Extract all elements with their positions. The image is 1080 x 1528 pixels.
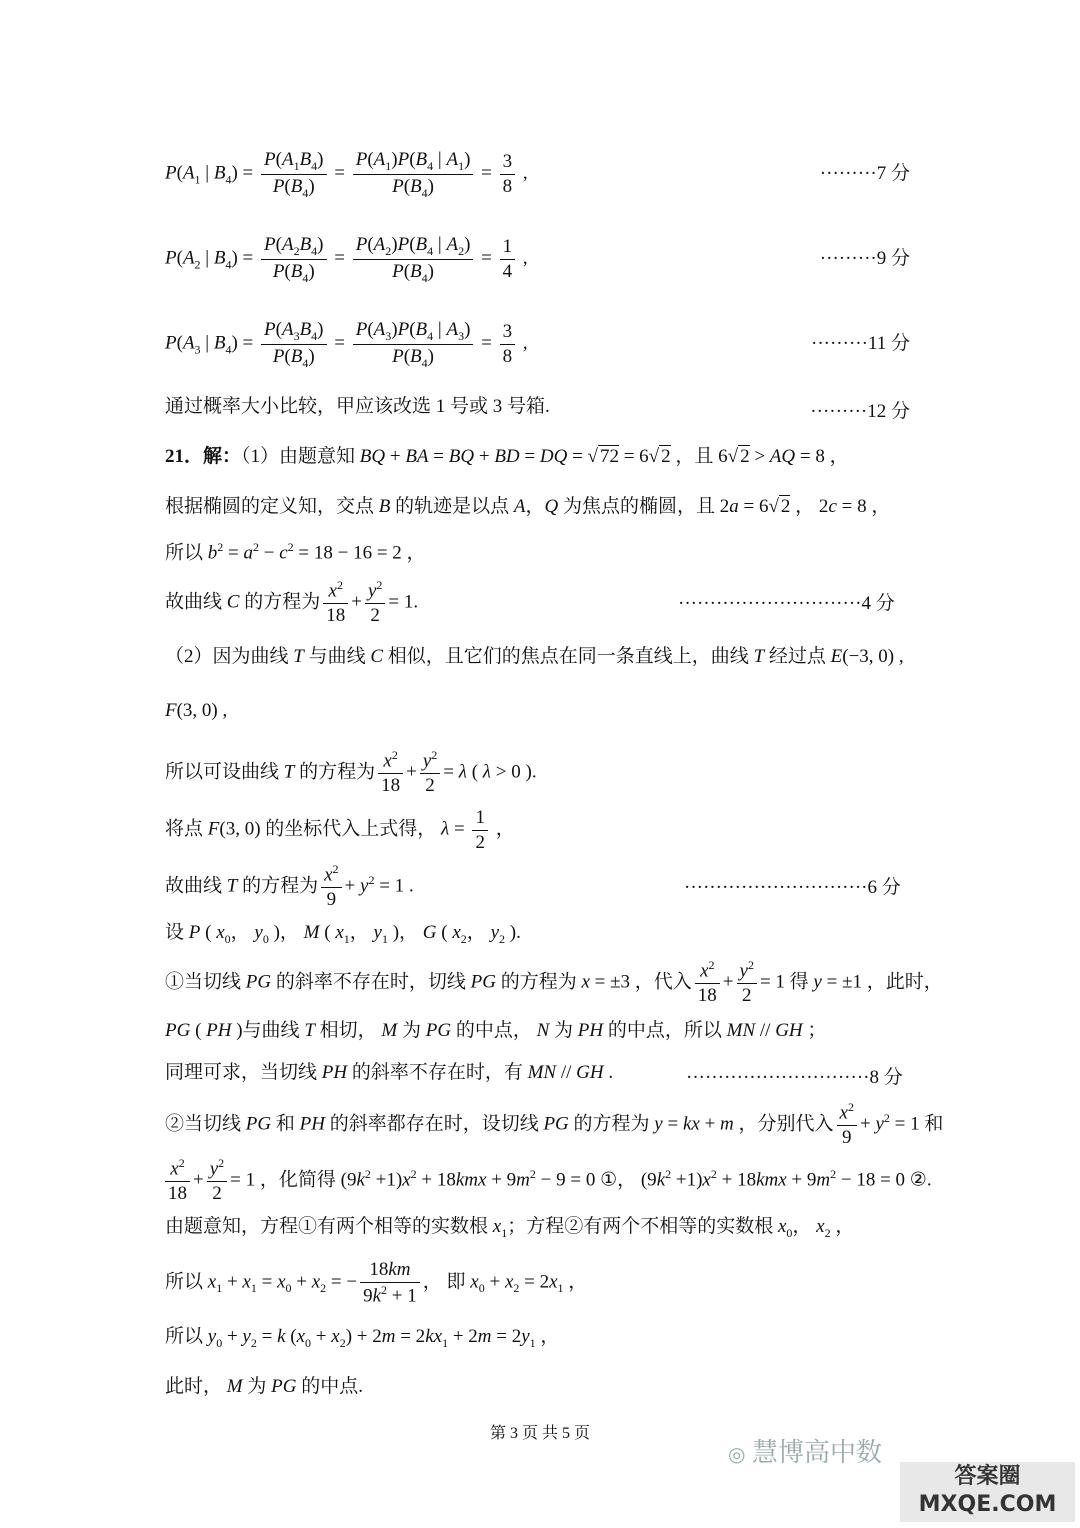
watermark-account	[728, 1432, 908, 1472]
substitute-f: 将点 F(3, 0) 的坐标代入上式得， λ = $\frac{1}{2}$ ，	[165, 807, 515, 853]
sum-x: 所以 $x_1 + x_1 = x_0 + x_2$ = − $\frac{18km}{9k^2 + 1}$ ， 即 $x_0 + x_2 = 2x_1$ ，	[165, 1259, 588, 1307]
score-7: ·········7 分	[819, 163, 910, 184]
case1: ①当切线 PG 的斜率不存在时，切线 PG 的方程为 x = ±3 ，代入 $\frac{x^2}{18}$ + $\frac{y^2}{2}$ = 1 得 y = ±1 ，此时，	[165, 958, 943, 1007]
set-curve-t: 所以可设曲线 T 的方程为 $\frac{x^2}{18}$ + $\frac{y^2}{2}$ = λ ( λ > 0 ).	[165, 748, 537, 797]
watermark-account-name: 慧博高中数	[751, 1438, 882, 1467]
score-6: ·····························6 分	[684, 877, 901, 898]
case2: ②当切线 PG 和 PH 的斜率都存在时，设切线 PG 的方程为 y = kx + m ，分别代入 $\frac{x^2}{9}$ + $y^2 = 1$ 和	[165, 1100, 944, 1149]
set-points: 设 P ( $x_0$， $y_0$ )， M ( $x_1$， $y_1$ )， G ( $x_2$， $y_2$ ).	[165, 922, 521, 946]
similar-case: 同理可求，当切线 PH 的斜率不存在时，有 MN // GH .	[165, 1062, 614, 1083]
score-9: ·········9 分	[819, 248, 910, 269]
q21-part1: 21．解：（1）由题意知 BQ + BA = BQ + BD = DQ = √ 72 = 6√ 2 ，且 6√ 2 > AQ = 8 ，	[165, 446, 849, 467]
watermark-brand: 答案圈	[954, 1464, 1021, 1489]
curve-c-equation: 故曲线 C 的方程为 $\frac{x^2}{18}$ + $\frac{y^2}{2}$ = 1.	[165, 578, 419, 627]
score-12: ·········12 分	[810, 401, 910, 422]
prob-a3-given-b4: $P(A_3$ | $B_4$) = $\frac{P(A_3B_4)}{P(B_4)}$ = $\frac{P(A_3)P(B_4 | A_3)}{P(B_4)}$ = $\frac{3}{8}$ ,	[165, 319, 528, 370]
midpoint-conclusion: 此时， M 为 PG 的中点.	[165, 1376, 363, 1397]
prob-a2-given-b4: $P(A_2$ | $B_4$) = $\frac{P(A_2B_4)}{P(B_4)}$ = $\frac{P(A_2)P(B_4 | A_2)}{P(B_4)}$ = $\frac{1}{4}$ ,	[165, 234, 528, 285]
page-footer: 第 3 页 共 5 页	[489, 1425, 590, 1442]
score-4: ·····························4 分	[678, 593, 895, 614]
watermark-site-name: MXQE.COM	[918, 1492, 1057, 1517]
q21-label: 21．解：	[165, 446, 242, 467]
prob-a1-given-b4: $P(A_1$ | $B_4$) = $\frac{P(A_1B_4)}{P(B_4)}$ = $\frac{P(A_1)P(B_4 | A_1)}{P(B_4)}$ = $\frac{3}{8}$ ,	[165, 149, 528, 200]
compare-conclusion: 通过概率大小比较，甲应该改选 1 号或 3 号箱.	[165, 396, 550, 417]
point-f: F(3, 0) ,	[165, 700, 228, 721]
case2-equations: $\frac{x^2}{18}$ + $\frac{y^2}{2}$ = 1 ，化简得 $(9k^2 +1)x^2 + 18kmx + 9m^2 - 9 = 0$ ①， $(9k^2 +1)x^2 + 18kmx + 9m^2 - 18 = 0$ ②.	[165, 1156, 932, 1206]
score-11: ·········11 分	[811, 333, 910, 354]
curve-t-equation: 故曲线 T 的方程为 $\frac{x^2}{9}$ + $y^2 = 1$ .	[165, 862, 414, 911]
case1-tangent: PG ( PH )与曲线 T 相切， M 为 PG 的中点， N 为 PH 的中点，所以 MN // GH ；	[165, 1020, 827, 1041]
watermark-site	[900, 1462, 1075, 1522]
score-8: ·····························8 分	[686, 1067, 903, 1088]
roots-statement: 由题意知，方程①有两个相等的实数根 $x_1$；方程②有两个不相等的实数根 $x_0$， $x_2$ ，	[165, 1216, 855, 1240]
wechat-icon: ◎	[728, 1444, 746, 1466]
sum-y: 所以 $y_0 + y_2 = k$ $(x_0 + x_2) + 2m = 2kx_1 + 2m = 2y_1$ ，	[165, 1326, 560, 1350]
part2-intro: （2）因为曲线 T 与曲线 C 相似，且它们的焦点在同一条直线上，曲线 T 经过点 E(−3, 0) ,	[165, 646, 904, 667]
ellipse-definition: 根据椭圆的定义知，交点 B 的轨迹是以点 A，Q 为焦点的椭圆，且 2a = 6√ 2 ， 2c = 8 ，	[165, 496, 891, 517]
b-squared: 所以 $b^2 = a^2 - c^2 = 18 - 16 = 2$ ，	[165, 540, 426, 564]
